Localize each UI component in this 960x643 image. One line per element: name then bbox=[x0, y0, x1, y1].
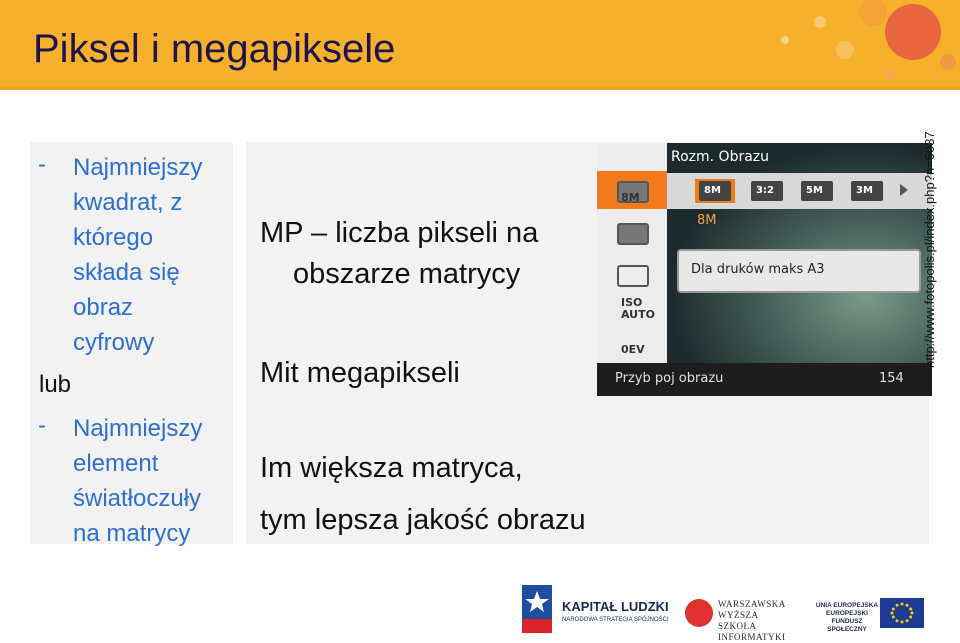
myth-statement-line-1: Im większa matryca, bbox=[260, 452, 523, 484]
kapital-ludzki-title: KAPITAŁ LUDZKI bbox=[562, 599, 669, 614]
camera-menu-screenshot bbox=[597, 143, 932, 396]
selected-size-label: 8M bbox=[697, 213, 717, 228]
kapital-ludzki-logo-icon bbox=[522, 585, 552, 633]
connector-text: lub bbox=[39, 371, 72, 398]
size-option-label: 5M bbox=[806, 185, 823, 196]
source-url: http://www.fotopolis.pl/index.php?n=6037 bbox=[922, 131, 937, 368]
camera-tooltip bbox=[677, 249, 921, 293]
slide-title: Piksel i megapiksele bbox=[33, 27, 396, 71]
sidebar-item-iso bbox=[597, 293, 667, 331]
status-label: Przyb poj obrazu bbox=[615, 371, 724, 386]
definition-1-line-2: kwadrat, z bbox=[73, 189, 183, 216]
definition-2-line-1: Najmniejszy bbox=[73, 415, 203, 442]
kapital-ludzki-subtitle: NARODOWA STRATEGIA SPÓJNOŚCI bbox=[562, 617, 669, 623]
eu-line: EUROPEJSKI bbox=[826, 610, 868, 617]
size-option-label: 3M bbox=[856, 185, 873, 196]
eu-logo-text bbox=[812, 602, 882, 634]
size-options-row bbox=[667, 173, 932, 209]
definition-2-line-3: światłoczuły bbox=[73, 485, 202, 512]
size-option-label: 8M bbox=[704, 185, 721, 196]
camera-status-bar bbox=[597, 363, 932, 396]
sidebar-item-label: 0EV bbox=[621, 343, 645, 356]
shots-remaining: 154 bbox=[879, 371, 904, 386]
eu-line: UNIA EUROPEJSKA bbox=[815, 602, 879, 609]
eu-line: FUNDUSZ SPOŁECZNY bbox=[827, 618, 867, 633]
definition-1-line-4: składa się bbox=[73, 259, 180, 286]
definition-2-line-4: na matrycy bbox=[73, 520, 191, 547]
eu-flag-icon bbox=[880, 598, 924, 628]
megapixel-myth-heading: Mit megapikseli bbox=[260, 357, 460, 389]
definition-2-line-2: element bbox=[73, 450, 159, 477]
myth-statement-line-2: tym lepsza jakość obrazu bbox=[260, 504, 586, 536]
definition-1-line-5: obraz bbox=[73, 294, 134, 321]
frame-plus-icon bbox=[617, 265, 649, 287]
wwsi-line: WARSZAWSKA bbox=[718, 599, 786, 609]
wwsi-logo-icon bbox=[685, 599, 713, 627]
camera-sidebar bbox=[597, 143, 667, 363]
camera-menu-title: Rozm. Obrazu bbox=[671, 149, 770, 165]
sidebar-item-label: ISO AUTO bbox=[621, 296, 655, 321]
sidebar-item-label: 8M bbox=[621, 191, 640, 204]
definition-1-line-1: Najmniejszy bbox=[73, 154, 203, 181]
wwsi-line: INFORMATYKI bbox=[718, 632, 786, 642]
sidebar-item-frame bbox=[597, 255, 667, 293]
definition-box bbox=[30, 142, 233, 547]
size-option-label: 3:2 bbox=[756, 185, 774, 196]
decorative-dots-icon bbox=[740, 0, 960, 90]
wwsi-logo-text bbox=[718, 599, 788, 643]
wwsi-line: WYŻSZA SZKOŁA bbox=[718, 610, 758, 631]
sidebar-item-image-size bbox=[597, 171, 667, 209]
sidebar-item-quality bbox=[597, 213, 667, 251]
bullet-dash: - bbox=[38, 151, 46, 178]
mp-definition-line-1: MP – liczba pikseli na bbox=[260, 217, 539, 249]
quality-icon bbox=[617, 223, 649, 245]
size-option bbox=[847, 179, 887, 203]
tooltip-text: Dla druków maks A3 bbox=[691, 262, 825, 277]
mp-definition-line-2: obszarze matrycy bbox=[293, 258, 521, 290]
size-option bbox=[797, 179, 837, 203]
definition-1-line-3: którego bbox=[73, 224, 154, 251]
footer-logos bbox=[0, 585, 960, 640]
chevron-right-icon bbox=[900, 184, 908, 196]
bullet-dash: - bbox=[38, 412, 46, 439]
definition-1-line-6: cyfrowy bbox=[73, 329, 155, 356]
size-option bbox=[747, 179, 787, 203]
size-option bbox=[695, 179, 735, 203]
